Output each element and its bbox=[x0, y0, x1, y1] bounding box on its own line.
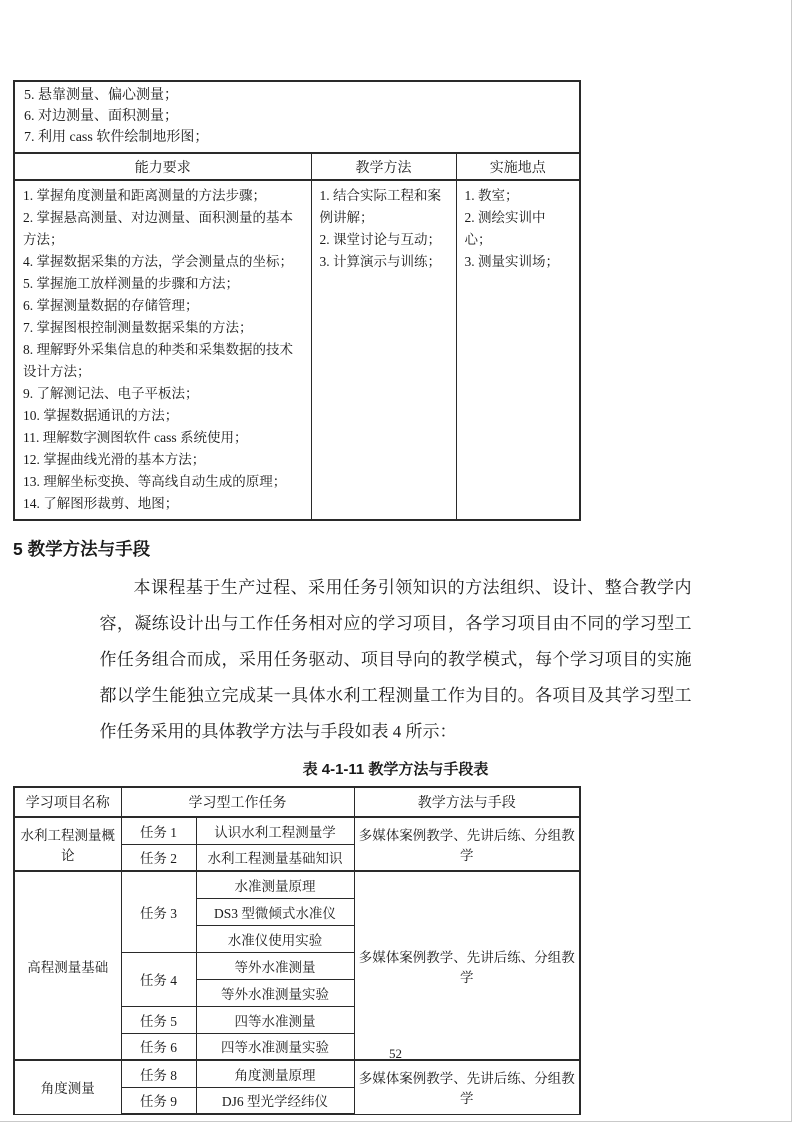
method-items-cell bbox=[311, 180, 456, 520]
task-name-cell: DJ6 型光学经纬仪 bbox=[196, 1087, 354, 1114]
ability-item: 1. 掌握角度测量和距离测量的方法步骤； bbox=[23, 188, 266, 203]
table-row bbox=[14, 871, 580, 898]
task-name-cell: 水准测量原理 bbox=[196, 871, 354, 898]
section-heading: 5 教学方法与手段 bbox=[13, 539, 151, 559]
location-item: 2. 测绘实训中心； bbox=[464, 210, 546, 247]
task-number-cell: 任务 9 bbox=[121, 1087, 196, 1114]
ability-item: 13. 理解坐标变换、等高线自动生成的原理； bbox=[23, 474, 287, 489]
page-number: 52 bbox=[389, 1046, 402, 1061]
teaching-method-cell: 多媒体案例教学、先讲后练、分组教学 bbox=[354, 871, 580, 1060]
list-item: 6. 对边测量、面积测量； bbox=[24, 109, 178, 124]
location-item: 3. 测量实训场； bbox=[464, 254, 559, 269]
task-number-cell: 任务 4 bbox=[121, 952, 196, 1006]
task-number-cell: 任务 3 bbox=[121, 871, 196, 952]
task-name-cell: 等外水准测量 bbox=[196, 952, 354, 979]
list-item: 5. 悬靠测量、偏心测量； bbox=[24, 88, 178, 103]
list-item: 7. 利用 cass 软件绘制地形图； bbox=[24, 130, 209, 145]
column-header-ability: 能力要求 bbox=[14, 153, 311, 180]
ability-items-cell bbox=[14, 180, 311, 520]
ability-item: 6. 掌握测量数据的存储管理； bbox=[23, 298, 199, 313]
task-name-cell: 水利工程测量基础知识 bbox=[196, 844, 354, 871]
ability-item: 12. 掌握曲线光滑的基本方法； bbox=[23, 452, 206, 467]
teaching-method-cell: 多媒体案例教学、先讲后练、分组教学 bbox=[354, 1060, 580, 1114]
ability-requirements-table bbox=[13, 80, 581, 521]
ability-item: 9. 了解测记法、电子平板法； bbox=[23, 386, 199, 401]
location-items-cell bbox=[456, 180, 580, 520]
intro-paragraph: 本课程基于生产过程、采用任务引领知识的方法组织、设计、整合教学内容，凝练设计出与工作任务相对应的学习项目，各学习项目由不同的学习型工作任务组合而成，采用任务驱动、项目导向的教学模式，每个学习项目的实施都以学生能独立完成某一具体水利工程测量工作为目的。各项目及其学习型工作任务采用的具体教学方法与手段如表 4 所示： bbox=[99, 578, 692, 741]
task-name-cell: 等外水准测量实验 bbox=[196, 979, 354, 1006]
task-number-cell: 任务 8 bbox=[121, 1060, 196, 1087]
task-number-cell: 任务 6 bbox=[121, 1033, 196, 1060]
task-name-cell: 角度测量原理 bbox=[196, 1060, 354, 1087]
ability-item: 5. 掌握施工放样测量的步骤和方法； bbox=[23, 276, 239, 291]
task-name-cell: 四等水准测量 bbox=[196, 1006, 354, 1033]
method-item: 1. 结合实际工程和案例讲解； bbox=[319, 188, 441, 225]
ability-item: 14. 了解图形裁剪、地图； bbox=[23, 496, 179, 511]
table-row bbox=[14, 1060, 580, 1087]
ability-item: 2. 掌握悬高测量、对边测量、面积测量的基本方法； bbox=[23, 210, 293, 247]
column-header-teaching-method: 教学方法 bbox=[311, 153, 456, 180]
ability-item: 10. 掌握数据通讯的方法； bbox=[23, 408, 179, 423]
ability-item: 11. 理解数字测图软件 cass 系统使用； bbox=[23, 430, 248, 445]
column-header-project-name: 学习项目名称 bbox=[14, 787, 121, 817]
task-name-cell: 认识水利工程测量学 bbox=[196, 817, 354, 844]
method-item: 3. 计算演示与训练； bbox=[319, 254, 441, 269]
task-number-cell: 任务 2 bbox=[121, 844, 196, 871]
task-name-cell: 水准仪使用实验 bbox=[196, 925, 354, 952]
teaching-methods-table bbox=[13, 786, 581, 1115]
task-number-cell: 任务 5 bbox=[121, 1006, 196, 1033]
table-caption: 表 4-1-11 教学方法与手段表 bbox=[302, 761, 489, 778]
column-header-location: 实施地点 bbox=[456, 153, 580, 180]
continued-ability-list bbox=[14, 81, 580, 153]
teaching-method-cell: 多媒体案例教学、先讲后练、分组教学 bbox=[354, 817, 580, 871]
project-name-cell: 水利工程测量概论 bbox=[14, 817, 121, 871]
ability-item: 4. 掌握数据采集的方法，学会测量点的坐标； bbox=[23, 254, 293, 269]
task-name-cell: 四等水准测量实验 bbox=[196, 1033, 354, 1060]
ability-item: 8. 理解野外采集信息的种类和采集数据的技术设计方法； bbox=[23, 342, 293, 379]
location-item: 1. 教室； bbox=[464, 188, 519, 203]
project-name-cell: 高程测量基础 bbox=[14, 871, 121, 1060]
method-item: 2. 课堂讨论与互动； bbox=[319, 232, 441, 247]
ability-item: 7. 掌握图根控制测量数据采集的方法； bbox=[23, 320, 253, 335]
column-header-learning-task: 学习型工作任务 bbox=[121, 787, 354, 817]
task-number-cell: 任务 1 bbox=[121, 817, 196, 844]
project-name-cell: 角度测量 bbox=[14, 1060, 121, 1114]
task-name-cell: DS3 型微倾式水准仪 bbox=[196, 898, 354, 925]
table-row bbox=[14, 817, 580, 844]
column-header-methods-means: 教学方法与手段 bbox=[354, 787, 580, 817]
